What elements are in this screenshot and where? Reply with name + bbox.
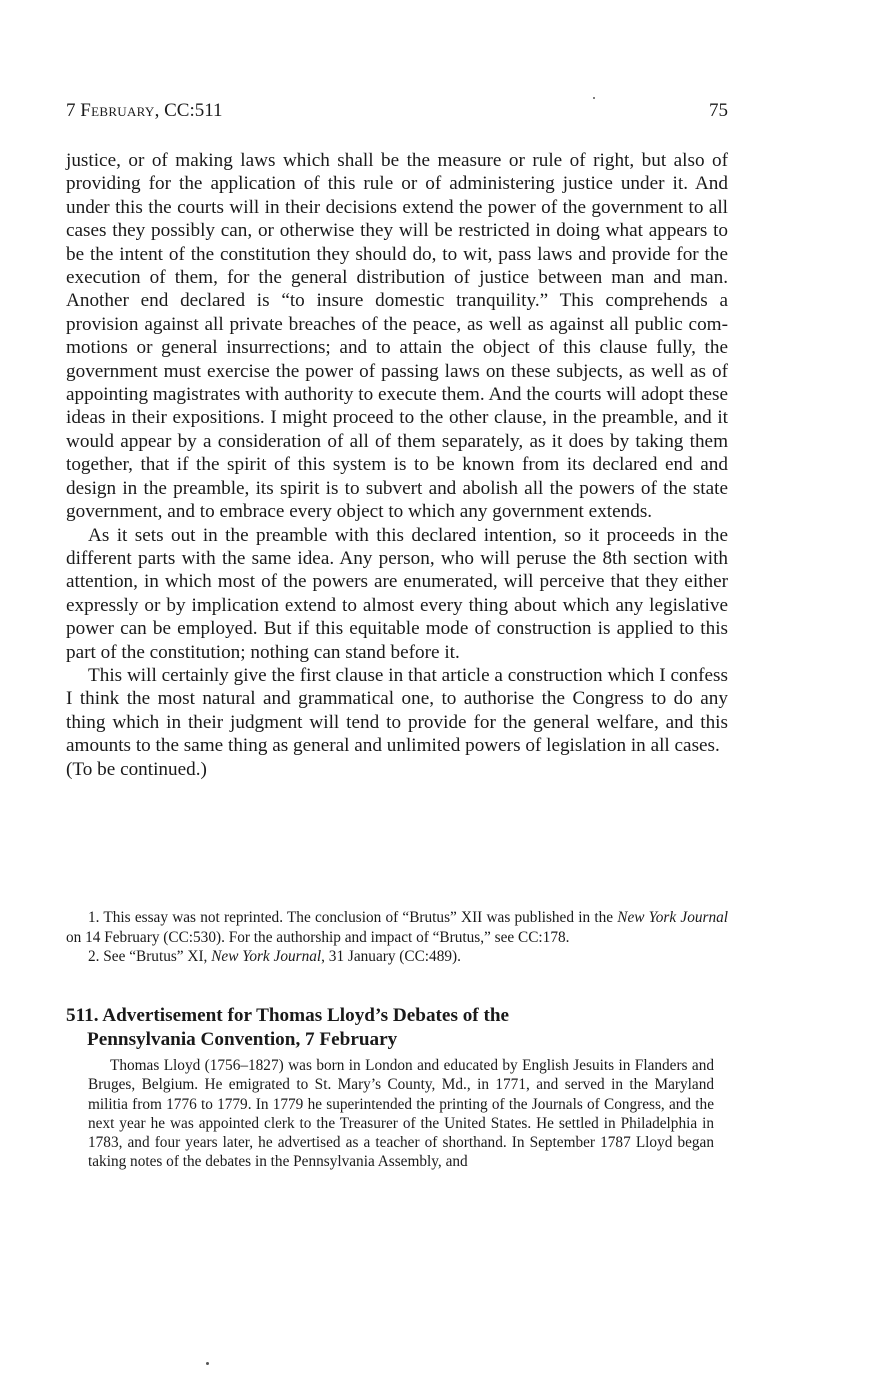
paragraph-3: This will certainly give the first clause in that article a construction which I confess I think the most natural and grammatical one, to authorise the Congress to do any thing which in their judgment will tend to provide for the general welfare, and this amounts to the same thing as general and unlimited powers of legislation in all cases. bbox=[66, 664, 728, 757]
footnote-1-text-b: on 14 February (CC:530). For the authorship and impact of “Brutus,” see CC:178. bbox=[66, 928, 570, 946]
section-heading-line-2: Pennsylvania Convention, 7 February bbox=[87, 1029, 398, 1050]
intro-paragraph: Thomas Lloyd (1756–1827) was born in London and educated by English Jesuits in Flanders and Bruges, Belgium. He emigrated to St. Mary’s County, Md., in 1771, and served in the Maryland militia from 1776 to 1779. In 1779 he superintended the printing of the Journals of Congress, and the next year he was appointed clerk to the Treasurer of the United States. He settled in Philadelphia in 1783, and four years later, he advertised as a teacher of shorthand. In September 1787 Lloyd began taking notes of the debates in the Pennsylvania Assembly, and bbox=[88, 1057, 714, 1171]
paper-speck bbox=[593, 97, 595, 99]
footnote-2 bbox=[66, 947, 728, 967]
running-head-ref: , CC:511 bbox=[154, 100, 223, 121]
section-intro bbox=[88, 1056, 714, 1172]
paragraph-2: As it sets out in the preamble with this declared intention, so it proceeds in the different parts with the same idea. Any person, who will peruse the 8th section with attention, in which most of the powers are enumerated, will perceive that they either expressly or by implication extend to almost every thing about which any legislative power can be employed. But if this equitable mode of construction is applied to this part of the constitution; nothing can stand before it. bbox=[66, 524, 728, 663]
section-heading bbox=[66, 1004, 728, 1052]
footnote-1-text-a: 1. This essay was not reprinted. The conclusion of “Brutus” XII was published in the bbox=[88, 909, 618, 926]
running-head-left bbox=[66, 100, 223, 122]
page-number: 75 bbox=[709, 100, 728, 121]
footnote-1 bbox=[66, 908, 728, 947]
footnote-2-text-b: , 31 January (CC:489). bbox=[321, 948, 461, 965]
to-be-continued: (To be continued.) bbox=[66, 758, 207, 780]
footnote-2-text-a: 2. See “Brutus” XI, bbox=[88, 948, 212, 965]
footnotes bbox=[66, 908, 728, 967]
running-head-month: February bbox=[80, 100, 155, 121]
section-heading-line-1: 511. Advertisement for Thomas Lloyd’s Debates of the bbox=[66, 1005, 510, 1026]
body-text bbox=[66, 149, 728, 781]
running-head-day: 7 bbox=[66, 100, 76, 121]
paper-speck bbox=[206, 1362, 209, 1365]
footnote-1-journal: New York Journal bbox=[617, 909, 728, 926]
footnote-2-journal: New York Journal bbox=[211, 948, 322, 965]
running-head bbox=[66, 100, 728, 126]
paragraph-1: justice, or of making laws which shall be the measure or rule of right, but also of providing for the application of this rule or of administering justice under it. And under this the courts will in their decisions extend the power of the government to all cases they possibly can, or otherwise they will be restricted in doing what appears to be the intent of the constitution they should do, to wit, pass laws and provide for the execution of them, for the general distribution of justice between man and man. Another end declared is “to insure domestic tranquility.” This comprehends a provision against all private breaches of the peace, as well as against all public commotions or general insurrections; and to attain the object of this clause fully, the government must exercise the power of passing laws on these subjects, as well as of appointing magistrates with authority to execute them. And the courts will adopt these ideas in their expositions. I might proceed to the other clause, in the preamble, and it would appear by a consideration of all of them separately, as it does by taking them together, that if the spirit of this system is to be known from its declared end and design in the preamble, its spirit is to subvert and abolish all the powers of the state government, and to embrace every object to which any government extends. bbox=[66, 150, 728, 523]
